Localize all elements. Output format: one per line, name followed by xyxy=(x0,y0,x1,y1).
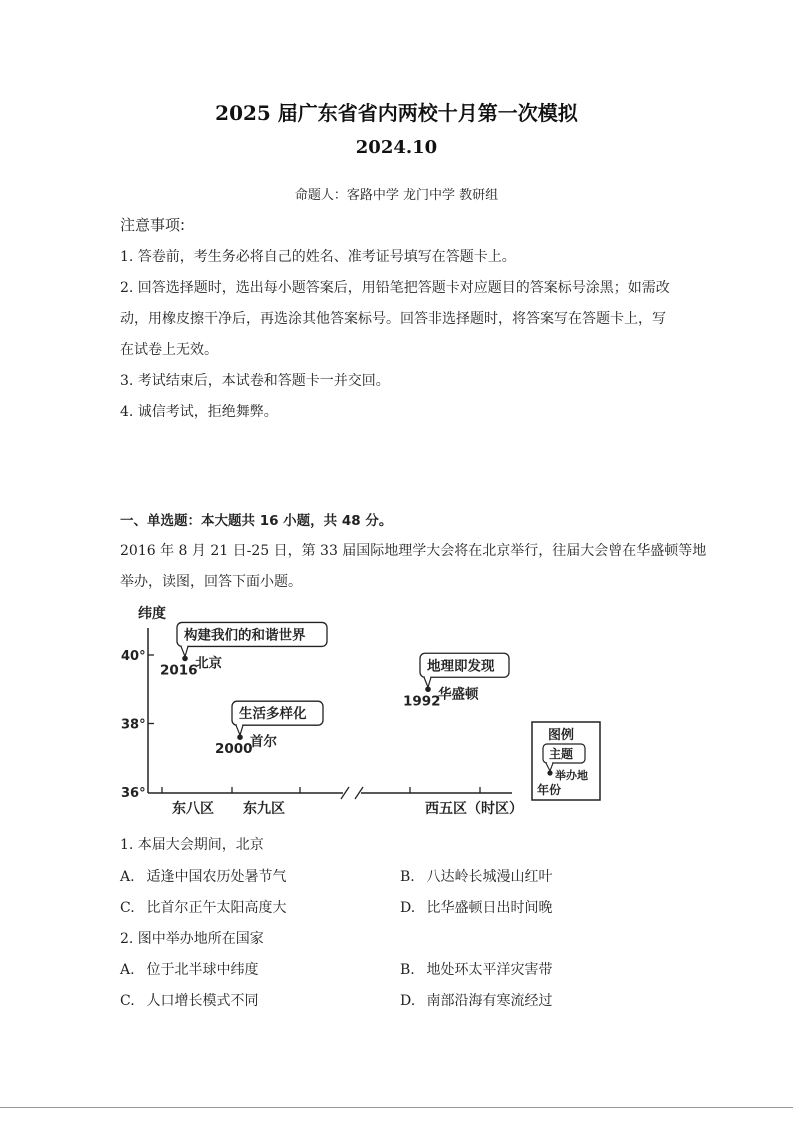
exam-authors: 命题人：客路中学 龙门中学 教研组 xyxy=(294,188,499,203)
page-bottom-rule xyxy=(0,1107,793,1108)
option-text: 比华盛顿日出时间晚 xyxy=(426,900,553,916)
theme-label: 生活多样化 xyxy=(239,706,307,723)
option-letter: C. xyxy=(120,900,135,916)
question-option xyxy=(400,898,552,918)
section-intro-line: 举办，读图，回答下面小题。 xyxy=(120,574,302,590)
option-text: 南部沿海有寒流经过 xyxy=(426,993,553,1009)
option-letter: A. xyxy=(120,962,135,978)
year-label: 2000 xyxy=(215,741,253,758)
option-letter: A. xyxy=(120,869,135,885)
legend-place-label: 举办地 xyxy=(555,769,588,782)
question-option xyxy=(400,960,552,980)
host-city-point xyxy=(237,734,243,740)
question-option xyxy=(400,867,552,887)
option-text: 适逢中国农历处暑节气 xyxy=(146,869,287,885)
page-title: 2025 届广东省省内两校十月第一次模拟 xyxy=(215,101,578,125)
notice-line: 在试卷上无效。 xyxy=(120,342,218,358)
question-option xyxy=(120,867,286,887)
question-option xyxy=(120,991,258,1011)
option-text: 位于北半球中纬度 xyxy=(146,962,259,978)
question-option xyxy=(120,960,258,980)
city-label: 北京 xyxy=(195,655,222,672)
y-tick-label: 40° xyxy=(121,649,146,664)
question-stem: 2. 图中举办地所在国家 xyxy=(120,931,264,947)
y-tick-label: 36° xyxy=(121,786,146,801)
notice-line: 2. 回答选择题时，选出每小题答案后，用铅笔把答题卡对应题目的答案标号涂黑；如需改 xyxy=(120,280,670,296)
section-heading: 一、单选题：本大题共 16 小题，共 48 分。 xyxy=(120,513,393,529)
option-letter: B. xyxy=(400,869,415,885)
year-label: 2016 xyxy=(160,662,198,679)
legend-title: 图例 xyxy=(548,728,575,743)
notice-line: 3. 考试结束后，本试卷和答题卡一并交回。 xyxy=(120,373,390,389)
notice-line: 1. 答卷前，考生务必将自己的姓名、准考证号填写在答题卡上。 xyxy=(120,249,516,265)
congress-figure xyxy=(0,590,793,830)
host-city-point xyxy=(182,656,188,662)
theme-label: 构建我们的和谐世界 xyxy=(184,627,306,644)
x-axis-label: 东八区 xyxy=(172,801,214,817)
y-tick-label: 38° xyxy=(121,717,146,733)
theme-label: 地理即发现 xyxy=(427,658,495,675)
option-letter: B. xyxy=(400,962,415,978)
option-letter: D. xyxy=(400,993,416,1009)
question-option xyxy=(120,898,286,918)
option-letter: C. xyxy=(120,993,135,1009)
exam-date: 2024.10 xyxy=(355,137,438,158)
notice-line: 动，用橡皮擦干净后，再选涂其他答案标号。回答非选择题时，将答案写在答题卡上，写 xyxy=(120,311,666,327)
section-intro-line: 2016 年 8 月 21 日-25 日，第 33 届国际地理学大会将在北京举行，往届大会曾在华盛顿等地 xyxy=(120,543,707,559)
theme-callout-tail xyxy=(424,677,431,687)
host-city-point xyxy=(425,686,431,692)
legend-year-label: 年份 xyxy=(537,783,562,797)
option-text: 比首尔正午太阳高度大 xyxy=(146,900,287,916)
x-axis-label: 东九区 xyxy=(243,801,285,817)
theme-callout-tail xyxy=(181,646,188,656)
notice-line: 4. 诚信考试，拒绝舞弊。 xyxy=(120,404,278,420)
legend-point xyxy=(547,770,552,775)
x-axis-label: 西五区（时区） xyxy=(425,801,523,817)
y-axis-label: 纬度 xyxy=(138,606,166,622)
city-label: 首尔 xyxy=(250,734,277,751)
notice-heading: 注意事项: xyxy=(120,216,186,234)
theme-callout-tail xyxy=(236,725,243,735)
city-label: 华盛顿 xyxy=(438,686,479,703)
option-letter: D. xyxy=(400,900,416,916)
question-option xyxy=(400,991,552,1011)
option-text: 地处环太平洋灾害带 xyxy=(426,962,553,978)
legend-theme-label: 主题 xyxy=(549,747,574,761)
option-text: 人口增长模式不同 xyxy=(146,993,259,1009)
option-text: 八达岭长城漫山红叶 xyxy=(426,869,553,885)
question-stem: 1. 本届大会期间，北京 xyxy=(120,837,264,853)
year-label: 1992 xyxy=(403,693,441,710)
